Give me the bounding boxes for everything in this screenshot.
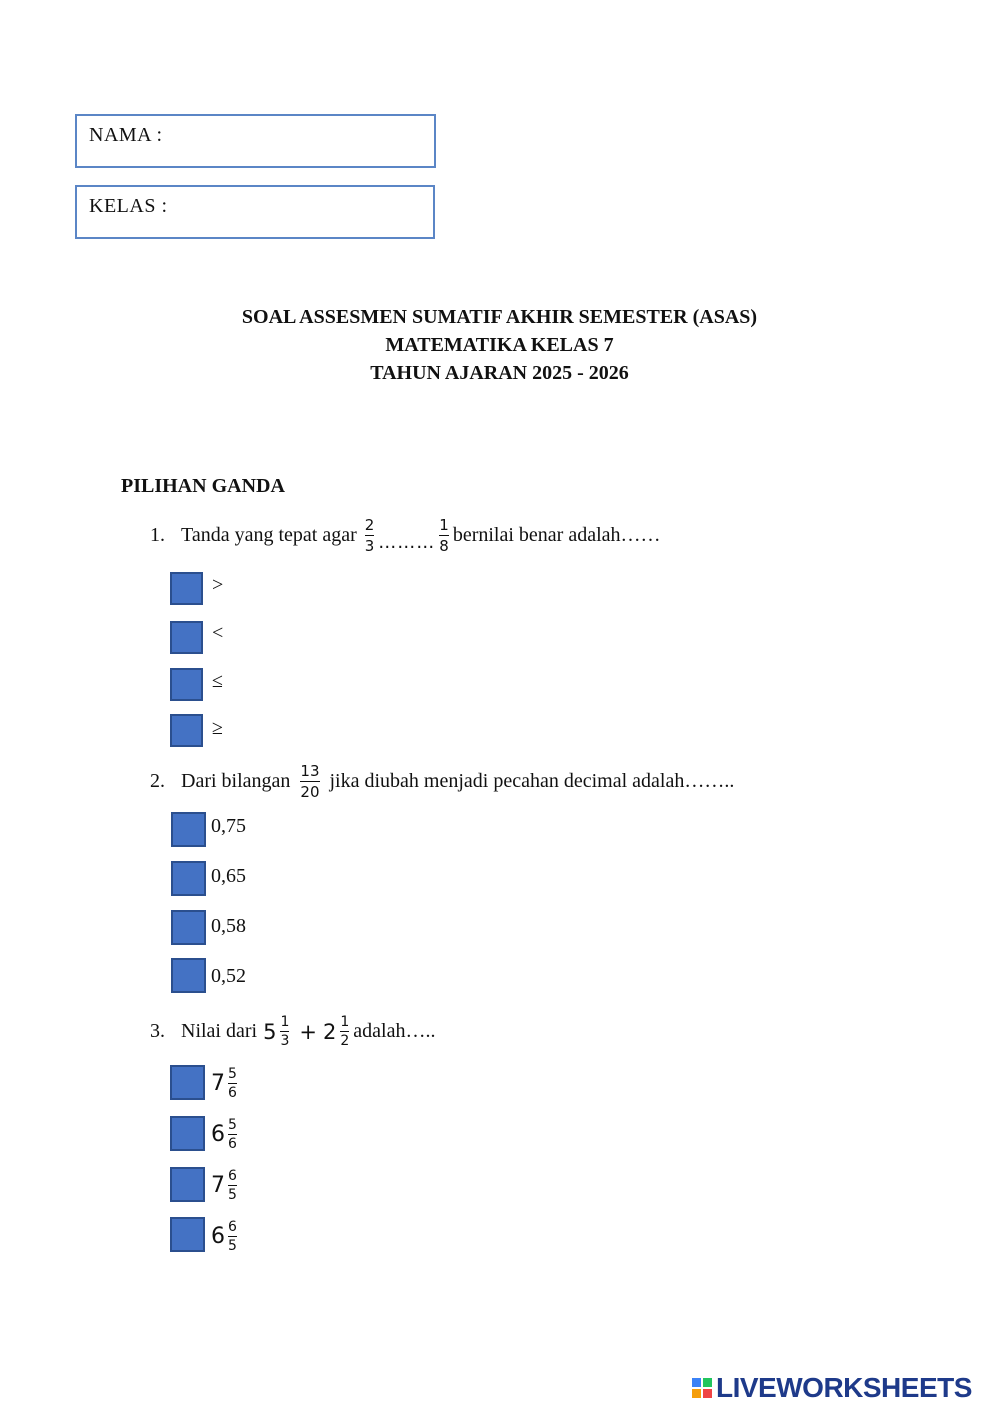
question-text: Tanda yang tepat agar [181, 524, 357, 546]
answer-checkbox[interactable] [170, 1167, 205, 1202]
kelas-field[interactable] [75, 185, 435, 239]
nama-label: NAMA : [89, 124, 163, 146]
answer-option: ≤ [212, 670, 223, 692]
plus-operator: + [299, 1019, 317, 1044]
fraction [280, 1014, 289, 1049]
answer-checkbox[interactable] [170, 714, 203, 747]
question-2 [150, 762, 734, 801]
document-title-line-3: TAHUN AJARAN 2025 - 2026 [370, 362, 629, 384]
answer-option: < [212, 622, 224, 644]
question-text: adalah….. [353, 1020, 436, 1042]
fraction-denominator: 8 [439, 537, 449, 555]
question-1 [150, 516, 661, 555]
fraction-numerator: 6 [228, 1219, 237, 1235]
liveworksheets-logo [692, 1373, 972, 1403]
fraction-denominator: 3 [364, 537, 375, 555]
question-number: 3. [150, 1020, 165, 1042]
logo-icon [692, 1378, 712, 1398]
answer-option [211, 1066, 241, 1101]
fraction-denominator: 6 [228, 1085, 237, 1101]
document-title-line-1: SOAL ASSESMEN SUMATIF AKHIR SEMESTER (ASAS) [241, 306, 758, 328]
whole-number: 6 [211, 1224, 225, 1249]
nama-field[interactable] [75, 114, 436, 168]
answer-checkbox[interactable] [170, 668, 203, 701]
fraction-numerator: 1 [340, 1014, 350, 1030]
question-text: jika diubah menjadi pecahan decimal adalah…….. [329, 770, 735, 792]
fraction-denominator: 2 [340, 1033, 350, 1049]
kelas-label: KELAS : [89, 195, 168, 217]
whole-number: 2 [323, 1019, 337, 1044]
whole-number: 6 [211, 1122, 225, 1147]
document-title-line-2: MATEMATIKA KELAS 7 [385, 334, 614, 356]
whole-number: 7 [211, 1071, 225, 1096]
fraction [365, 516, 375, 555]
fraction-denominator: 5 [228, 1187, 237, 1203]
fraction [228, 1117, 237, 1152]
question-number: 2. [150, 770, 165, 792]
question-text: Nilai dari [181, 1020, 258, 1042]
answer-option: 0,52 [211, 965, 246, 987]
answer-option: > [212, 574, 224, 596]
fraction-numerator: 13 [300, 762, 320, 780]
answer-checkbox[interactable] [170, 621, 203, 654]
fraction-numerator: 5 [228, 1117, 237, 1133]
answer-checkbox[interactable] [170, 1116, 205, 1151]
fraction-numerator: 1 [439, 516, 449, 534]
section-title: PILIHAN GANDA [121, 475, 285, 497]
answer-checkbox[interactable] [171, 910, 206, 945]
question-number: 1. [150, 524, 165, 546]
logo-text: LIVEWORKSHEETS [716, 1372, 972, 1403]
answer-checkbox[interactable] [170, 572, 203, 605]
answer-option [211, 1168, 241, 1203]
fraction-numerator: 5 [228, 1066, 237, 1082]
fraction-numerator: 1 [280, 1014, 290, 1030]
answer-option: 0,75 [211, 815, 246, 837]
comparison-blank: ……… [378, 532, 436, 553]
fraction [300, 762, 319, 801]
fraction [439, 516, 449, 555]
answer-option: ≥ [212, 717, 223, 739]
fraction [228, 1066, 237, 1101]
fraction-denominator: 20 [300, 783, 320, 801]
fraction-denominator: 5 [228, 1238, 237, 1254]
whole-number: 7 [211, 1173, 225, 1198]
answer-checkbox[interactable] [171, 958, 206, 993]
answer-checkbox[interactable] [170, 1065, 205, 1100]
answer-checkbox[interactable] [171, 861, 206, 896]
answer-checkbox[interactable] [171, 812, 206, 847]
whole-number: 5 [263, 1019, 277, 1044]
fraction [228, 1219, 237, 1254]
fraction [340, 1014, 349, 1049]
answer-option [211, 1117, 241, 1152]
question-text: bernilai benar adalah…… [452, 524, 661, 546]
answer-option: 0,65 [211, 865, 246, 887]
answer-option: 0,58 [211, 915, 246, 937]
question-3 [150, 1014, 435, 1049]
question-text: Dari bilangan [181, 770, 291, 792]
answer-checkbox[interactable] [170, 1217, 205, 1252]
fraction-numerator: 6 [228, 1168, 237, 1184]
fraction-denominator: 3 [280, 1033, 290, 1049]
fraction-numerator: 2 [364, 516, 375, 534]
fraction [228, 1168, 237, 1203]
answer-option [211, 1219, 241, 1254]
fraction-denominator: 6 [228, 1136, 237, 1152]
